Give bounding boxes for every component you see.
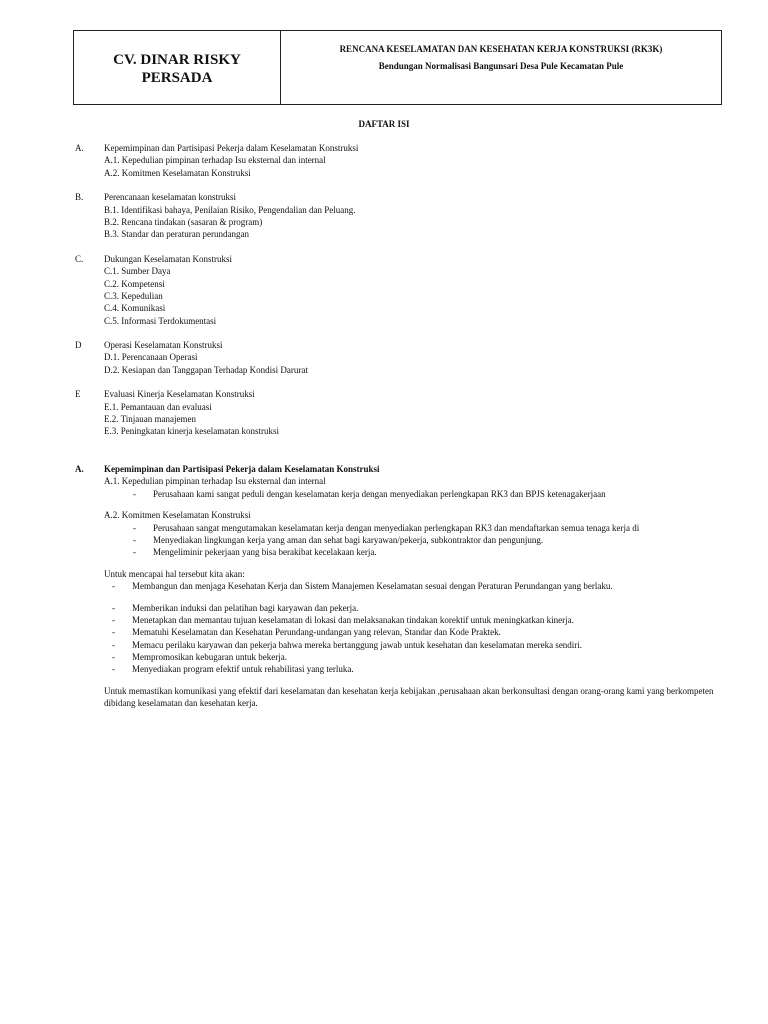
bullet-dash: - xyxy=(133,488,136,499)
toc-subitem: C.2. Kompetensi xyxy=(104,278,165,289)
goal-item xyxy=(75,651,725,663)
toc-subitem: E.3. Peningkatan kinerja keselamatan konstruksi xyxy=(104,426,279,437)
goal-item-text: Menyediakan program efektif untuk rehabilitasi yang terluka. xyxy=(132,664,354,675)
goal-item xyxy=(75,639,725,651)
a2-point xyxy=(75,534,725,546)
closing-paragraph: Untuk memastikan komunikasi yang efektif dari keselamatan dan kesehatan kerja kebijakan ,perusahaan akan berkonsultasi dengan orang-orang kami yang berkompeten dibidang keselamatan dan kesehatan kerja. xyxy=(104,685,714,709)
document-header xyxy=(73,30,722,105)
goal-item xyxy=(75,614,725,626)
company-name-line2: PERSADA xyxy=(141,69,213,86)
toc-subitem: B.2. Rencana tindakan (sasaran & program) xyxy=(104,216,263,227)
a2-point xyxy=(75,522,725,534)
bullet-dash: - xyxy=(133,534,136,545)
section-heading xyxy=(75,463,725,475)
a2-point-text: Mengeliminir pekerjaan yang bisa berakibat kecelakaan kerja. xyxy=(153,547,377,558)
toc-section xyxy=(75,339,715,376)
document-subtitle: Bendungan Normalisasi Bangunsari Desa Pule Kecamatan Pule xyxy=(378,61,624,71)
section-title: Kepemimpinan dan Partisipasi Pekerja dalam Keselamatan Konstruksi xyxy=(104,464,380,474)
toc-section-title: Perencanaan keselamatan konstruksi xyxy=(104,192,236,203)
toc-section xyxy=(75,142,715,179)
goals-intro: Untuk mencapai hal tersebut kita akan: xyxy=(104,568,245,579)
a1-points-list xyxy=(75,488,725,500)
toc-subitem: C.1. Sumber Daya xyxy=(104,266,171,277)
goal-item-text: Mematuhi Keselamatan dan Kesehatan Perundang-undangan yang relevan, Standar dan Kode Praktek. xyxy=(132,627,501,638)
section-letter: A. xyxy=(75,464,84,474)
goal-item xyxy=(75,580,725,592)
bullet-dash: - xyxy=(112,581,115,592)
goal-item-text: Menetapkan dan memantau tujuan keselamatan di lokasi dan melaksanakan tindakan korektif untuk meningkatkan kinerja. xyxy=(132,614,574,625)
a1-point-text: Perusahaan kami sangat peduli dengan keselamatan kerja dengan menyediakan perlengkapan RK3 dan BPJS ketenagakerjaan xyxy=(153,488,606,499)
goal-item-text: Memacu perilaku karyawan dan pekerja bahwa mereka bertanggung jawab untuk kesehatan dan keselamatan mereka sendiri. xyxy=(132,639,583,650)
a2-point-text: Menyediakan lingkungan kerja yang aman dan sehat bagi karyawan/pekerja, subkontraktor dan pengunjung. xyxy=(153,534,544,545)
goal-text: Membangun dan menjaga Kesehatan Kerja dan Sistem Manajemen Keselamatan sesuai dengan Peraturan Perundangan yang berlaku. xyxy=(132,581,613,592)
toc-subitem: C.4. Komunikasi xyxy=(104,303,166,314)
toc-subitem: E.1. Pemantauan dan evaluasi xyxy=(104,401,212,412)
toc-heading: DAFTAR ISI xyxy=(358,119,410,129)
bullet-dash: - xyxy=(133,522,136,533)
toc-section-title: Kepemimpinan dan Partisipasi Pekerja dalam Keselamatan Konstruksi xyxy=(104,143,359,153)
subsection-a2-title: A.2. Komitmen Keselamatan Konstruksi xyxy=(104,510,251,521)
toc-subitem: C.3. Kepedulian xyxy=(104,290,163,301)
a2-points-list xyxy=(75,522,725,559)
toc-section-heading xyxy=(75,191,715,203)
toc-section xyxy=(75,388,715,438)
document-title: RENCANA KESELAMATAN DAN KESEHATAN KERJA KONSTRUKSI (RK3K) xyxy=(339,44,663,54)
bullet-dash: - xyxy=(112,602,115,613)
toc-section-heading xyxy=(75,253,715,265)
toc-section-title: Evaluasi Kinerja Keselamatan Konstruksi xyxy=(104,389,255,400)
toc-subitem: B.1. Identifikasi bahaya, Penilaian Risiko, Pengendalian dan Peluang. xyxy=(104,204,356,215)
toc-section-title: Operasi Keselamatan Konstruksi xyxy=(104,340,223,351)
toc-subitem: A.2. Komitmen Keselamatan Konstruksi xyxy=(104,167,251,178)
toc-section-letter: A. xyxy=(75,143,84,153)
bullet-dash: - xyxy=(112,614,115,625)
a2-point xyxy=(75,546,725,558)
toc-section-letter: E xyxy=(75,389,81,400)
toc-section-letter: B. xyxy=(75,192,84,203)
toc-subitem: C.5. Informasi Terdokumentasi xyxy=(104,315,217,326)
table-of-contents xyxy=(75,142,715,450)
toc-section-letter: C. xyxy=(75,253,84,264)
goals-list xyxy=(75,602,725,676)
toc-section xyxy=(75,253,715,327)
goal-item xyxy=(75,626,725,638)
toc-subitem: D.2. Kesiapan dan Tanggapan Terhadap Kondisi Darurat xyxy=(104,364,308,375)
bullet-dash: - xyxy=(112,639,115,650)
toc-subitem: A.1. Kepedulian pimpinan terhadap Isu eksternal dan internal xyxy=(104,155,326,166)
goal-item-text: Mempromosikan kebugaran untuk bekerja. xyxy=(132,652,287,663)
toc-subitem: E.2. Tinjauan manajemen xyxy=(104,414,196,425)
toc-subitem: D.1. Perencanaan Operasi xyxy=(104,352,198,363)
goal-item xyxy=(75,602,725,614)
toc-section-heading xyxy=(75,388,715,400)
toc-section-heading xyxy=(75,142,715,154)
subsection-a1-title: A.1. Kepedulian pimpinan terhadap Isu eksternal dan internal xyxy=(104,476,326,487)
goal-item xyxy=(75,663,725,675)
company-name xyxy=(74,31,281,104)
document-title-block xyxy=(281,31,721,104)
bullet-dash: - xyxy=(112,627,115,638)
section-a-body xyxy=(75,463,725,710)
a1-point xyxy=(75,488,725,500)
toc-section-title: Dukungan Keselamatan Konstruksi xyxy=(104,253,232,264)
goal-item-text: Memberikan induksi dan pelatihan bagi karyawan dan pekerja. xyxy=(132,602,359,613)
toc-section xyxy=(75,191,715,241)
a2-point-text: Perusahaan sangat mengutamakan keselamatan kerja dengan menyediakan perlengkapan RK3 dan mendaftarkan semua tenaga kerja di xyxy=(153,522,640,533)
bullet-dash: - xyxy=(133,547,136,558)
toc-section-heading xyxy=(75,339,715,351)
bullet-dash: - xyxy=(112,652,115,663)
bullet-dash: - xyxy=(112,664,115,675)
company-name-line1: CV. DINAR RISKY xyxy=(113,51,241,68)
toc-section-letter: D xyxy=(75,340,82,351)
toc-subitem: B.3. Standar dan peraturan perundangan xyxy=(104,229,249,240)
